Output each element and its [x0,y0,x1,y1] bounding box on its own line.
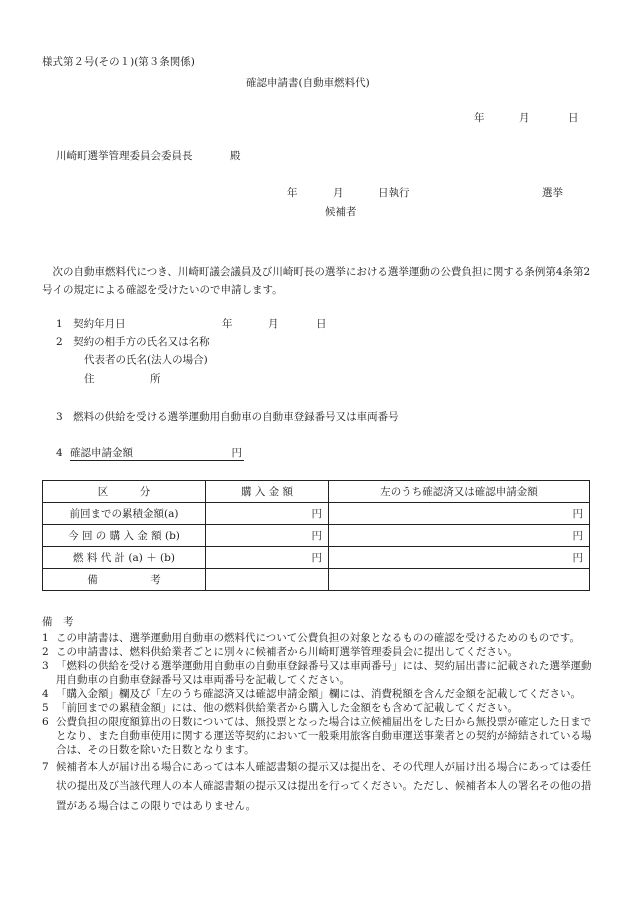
election-year: 年 [287,187,298,199]
header-category: 区 分 [43,481,206,503]
note-text: 「購入金額」欄及び「左のうち確認済又は確認申請金額」欄には、消費税額を含んだ金額を記載してください。 [56,687,581,700]
notes-section [42,616,594,817]
row-label: 今 回 の 購 入 金 額 (b) [43,525,206,547]
header-confirmed-amount: 左のうち確認済又は確認申請金額 [329,481,590,503]
table-row [43,503,590,525]
note-item [42,688,594,702]
item1-month: 月 [268,318,279,330]
intro-paragraph: 次の自動車燃料代につき、川崎町議会議員及び川崎町長の選挙における選挙運動の公費負担に関する条例第4条第2号イの規定による確認を受けたいので申請します。 [42,266,591,296]
note-item [42,716,594,758]
row-label: 燃 料 代 計 (a) ＋ (b) [43,547,206,569]
row-confirmed-cell: 円 [329,547,590,569]
item3-label: 3 燃料の供給を受ける選挙運動用自動車の自動車登録番号又は車両番号 [56,411,399,423]
table-row [43,569,590,591]
note-number: 3 [42,659,49,672]
item1-year: 年 [222,318,233,330]
addressee-honorific: 殿 [230,150,241,162]
election-type: 選挙 [542,187,563,199]
note-item [42,632,594,646]
table-header-row [43,481,590,503]
date-month: 月 [519,112,530,124]
note-text: 「前回までの累積金額」には、他の燃料供給業者から購入した金額をも含めて記載してください。 [56,701,518,714]
item4-unit: 円 [231,447,242,459]
row-label: 備 考 [43,569,206,591]
notes-heading: 備 考 [42,616,74,628]
note-number: 1 [42,631,49,644]
row-purchase-cell: 円 [206,503,329,525]
row-confirmed-cell [329,569,590,591]
note-text: この申請書は、選挙運動用自動車の燃料代について公費負担の対象となるものの確認を受けるためのものです。 [56,631,580,644]
candidate-label: 候補者 [325,206,357,218]
row-confirmed-cell: 円 [329,503,590,525]
note-item [42,660,594,688]
note-text: 候補者本人が届け出る場合にあっては本人確認書類の提示又は提出を、その代理人が届け出る場合にあっては委任状の提出及び当該代理人の本人確認書類の提示又は提出を行ってください。ただし、候補者本人の署名その他の措置がある場合はこの限りではありません。 [56,760,592,813]
note-number: 7 [42,760,49,773]
note-number: 6 [42,715,49,728]
item4-underline [70,447,244,461]
note-number: 2 [42,645,49,658]
note-text: 公費負担の限度額算出の日数については、無投票となった場合は立候補届出をした日から無投票が確定した日までとなり、また自動車使用に関する運送等契約において一般乗用旅客自動車運送事業者との契約が締結されている場合は、その日数を除いた日数となります。 [56,715,592,756]
note-number: 4 [42,687,49,700]
note-item [42,702,594,716]
note-number: 5 [42,701,49,714]
form-number: 様式第２号(その１)(第３条関係) [42,56,195,68]
item1-label: 1 契約年月日 [56,318,126,330]
row-purchase-cell: 円 [206,547,329,569]
item2-representative: 代表者の氏名(法人の場合) [84,354,208,366]
table-row [43,547,590,569]
item2-address-1: 住 [84,373,95,385]
item4-number: 4 [56,447,63,459]
addressee-name: 川崎町選挙管理委員会委員長 [56,150,193,162]
header-purchase-amount: 購 入 金 額 [206,481,329,503]
date-day: 日 [568,112,579,124]
document-title: 確認申請書(自動車燃料代) [246,77,370,89]
table-row [43,525,590,547]
item1-day: 日 [316,318,327,330]
item4-label: 確認申請金額 [70,447,133,459]
note-item [42,758,594,818]
note-text: 「燃料の供給を受ける選挙運動用自動車の自動車登録番号又は車両番号」には、契約届出書に記載された選挙運動用自動車の自動車登録番号又は車両番号を記載してください。 [56,659,592,686]
amount-table [42,480,590,591]
note-item [42,646,594,660]
date-year: 年 [474,112,485,124]
row-confirmed-cell: 円 [329,525,590,547]
item2-address-2: 所 [150,373,161,385]
row-label: 前回までの累積金額(a) [43,503,206,525]
item2-label: 2 契約の相手方の氏名又は名称 [56,336,210,348]
note-text: この申請書は、燃料供給業者ごとに別々に候補者から川崎町選挙管理委員会に提出してください。 [56,645,518,658]
election-held: 日執行 [378,187,410,199]
row-purchase-cell: 円 [206,525,329,547]
election-month: 月 [333,187,344,199]
row-purchase-cell [206,569,329,591]
